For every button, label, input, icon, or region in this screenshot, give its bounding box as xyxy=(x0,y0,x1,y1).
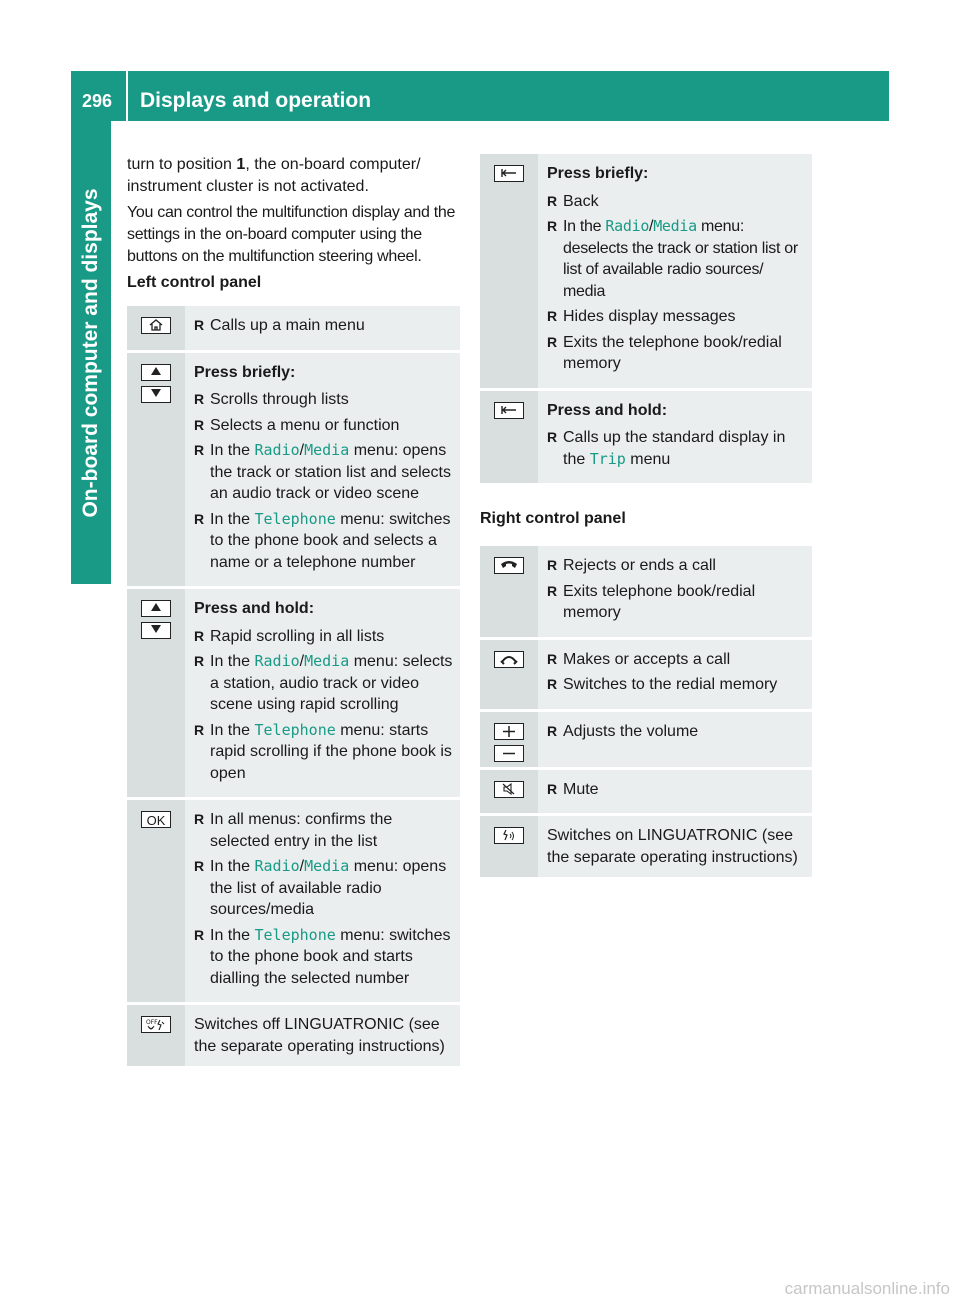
text-cell: Switches on LINGUATRONIC (see the separate operating instructions) xyxy=(538,815,812,879)
text-cell xyxy=(185,351,460,588)
press-briefly-label: Press briefly: xyxy=(194,363,296,381)
menu-name-media: Media xyxy=(304,857,350,875)
text-cell xyxy=(538,389,812,485)
page-number: 296 xyxy=(82,91,113,111)
icon-cell xyxy=(480,710,538,768)
position-number: 1 xyxy=(236,156,246,173)
right-control-table xyxy=(480,546,812,880)
list-item: R Scrolls through lists xyxy=(194,389,454,411)
text-cell xyxy=(538,768,812,815)
menu-name-trip: Trip xyxy=(589,449,626,468)
list-item: R In the Telephone menu: switches to the phone book and starts dialling the selected number xyxy=(194,925,454,990)
press-and-hold-label: Press and hold: xyxy=(547,401,668,419)
table-row xyxy=(480,815,812,879)
back-icon xyxy=(494,402,524,419)
list-item: R Selects a menu or function xyxy=(194,415,454,437)
home-icon xyxy=(141,317,171,334)
menu-name-radio: Radio xyxy=(254,652,300,670)
list-item: R In the Telephone menu: starts rapid scrolling if the phone book is open xyxy=(194,720,454,785)
left-column xyxy=(127,154,460,1069)
menu-name-telephone: Telephone xyxy=(254,925,336,944)
left-control-table xyxy=(127,306,460,1069)
mute-icon xyxy=(494,781,524,798)
list-item: R In the Radio/Media menu: deselects the track or station list or list of available radio sources/ media xyxy=(547,216,806,302)
icon-cell xyxy=(480,815,538,879)
text-cell xyxy=(538,638,812,710)
table-row xyxy=(480,768,812,815)
page-title: Displays and operation xyxy=(140,89,372,112)
list-item: R Adjusts the volume xyxy=(547,721,806,743)
back-button-table xyxy=(480,154,812,486)
list-item: R Rapid scrolling in all lists xyxy=(194,626,454,648)
menu-name-telephone: Telephone xyxy=(254,509,336,528)
arrow-down-icon xyxy=(141,386,171,403)
arrow-up-icon xyxy=(141,600,171,617)
hang-up-icon xyxy=(494,557,524,574)
text-cell xyxy=(538,710,812,768)
table-row xyxy=(127,799,460,1004)
right-panel-heading: Right control panel xyxy=(480,510,626,527)
table-row xyxy=(127,306,460,351)
text-cell xyxy=(185,799,460,1004)
menu-name-media: Media xyxy=(304,441,350,459)
header-divider xyxy=(126,71,128,121)
list-item: R In the Radio/Media menu: opens the track or station list and selects an audio track or video scene xyxy=(194,440,454,505)
plus-icon xyxy=(494,723,524,740)
list-item: R Exits the telephone book/redial memory xyxy=(547,332,806,375)
text-cell xyxy=(538,154,812,389)
arrow-down-icon xyxy=(141,622,171,639)
left-panel-heading: Left control panel xyxy=(127,274,262,291)
table-row xyxy=(480,638,812,710)
side-tab-label: On-board computer and displays xyxy=(79,188,102,518)
ok-key-icon: OK xyxy=(141,811,171,828)
list-item: R Mute xyxy=(547,779,806,801)
icon-cell xyxy=(127,351,185,588)
list-item: R Back xyxy=(547,191,806,213)
table-row xyxy=(480,389,812,485)
list-item: R Switches to the redial memory xyxy=(547,674,806,696)
list-item: R Hides display messages xyxy=(547,306,806,328)
press-briefly-label: Press briefly: xyxy=(547,165,649,182)
page-header xyxy=(71,71,889,121)
menu-name-media: Media xyxy=(304,652,350,670)
table-row xyxy=(480,710,812,768)
table-row xyxy=(127,1004,460,1068)
table-row xyxy=(480,546,812,638)
list-item: R Makes or accepts a call xyxy=(547,649,806,671)
list-item: R Rejects or ends a call xyxy=(547,555,806,577)
menu-name-telephone: Telephone xyxy=(254,720,336,739)
icon-cell xyxy=(480,546,538,638)
list-item: R Calls up the standard display in the Trip menu xyxy=(547,427,806,470)
arrow-up-icon xyxy=(141,364,171,381)
text-cell xyxy=(185,588,460,799)
list-item: R In the Radio/Media menu: opens the list of available radio sources/media xyxy=(194,856,454,921)
icon-cell xyxy=(127,1004,185,1068)
back-icon xyxy=(494,165,524,182)
menu-name-radio: Radio xyxy=(254,857,300,875)
watermark: carmanualsonline.info xyxy=(784,1279,950,1298)
list-item: R In all menus: confirms the selected entry in the list xyxy=(194,809,454,852)
intro-paragraph-2: You can control the multifunction display and the settings in the on-board computer using the buttons on the multifunction steering wheel. xyxy=(127,204,456,265)
list-item: R In the Telephone menu: switches to the phone book and selects a name or a telephone number xyxy=(194,509,454,574)
voice-off-icon xyxy=(141,1016,171,1033)
list-item: R In the Radio/Media menu: selects a station, audio track or video scene using rapid scrolling xyxy=(194,651,454,716)
right-column xyxy=(480,154,812,880)
press-and-hold-label: Press and hold: xyxy=(194,600,315,617)
voice-on-icon xyxy=(494,827,524,844)
svg-text:OFF: OFF xyxy=(146,1019,158,1026)
menu-name-media: Media xyxy=(653,217,697,235)
icon-cell xyxy=(480,638,538,710)
menu-name-radio: Radio xyxy=(605,217,650,235)
phone-accept-icon xyxy=(494,651,524,668)
text-cell xyxy=(185,306,460,351)
table-row xyxy=(480,154,812,389)
list-item: R Exits telephone book/redial memory xyxy=(547,581,806,624)
table-row xyxy=(127,351,460,588)
table-row xyxy=(127,588,460,799)
icon-cell xyxy=(480,768,538,815)
list-item: R Calls up a main menu xyxy=(194,315,454,337)
text-cell xyxy=(538,546,812,638)
icon-cell xyxy=(127,799,185,1004)
intro-paragraph-1: turn to position 1, the on-board computer/ instrument cluster is not activated. xyxy=(127,156,421,195)
icon-cell xyxy=(127,306,185,351)
minus-icon xyxy=(494,745,524,762)
text-cell: Switches off LINGUATRONIC (see the separate operating instructions) xyxy=(185,1004,460,1068)
icon-cell xyxy=(480,154,538,389)
icon-cell xyxy=(480,389,538,485)
menu-name-radio: Radio xyxy=(254,441,300,459)
icon-cell xyxy=(127,588,185,799)
